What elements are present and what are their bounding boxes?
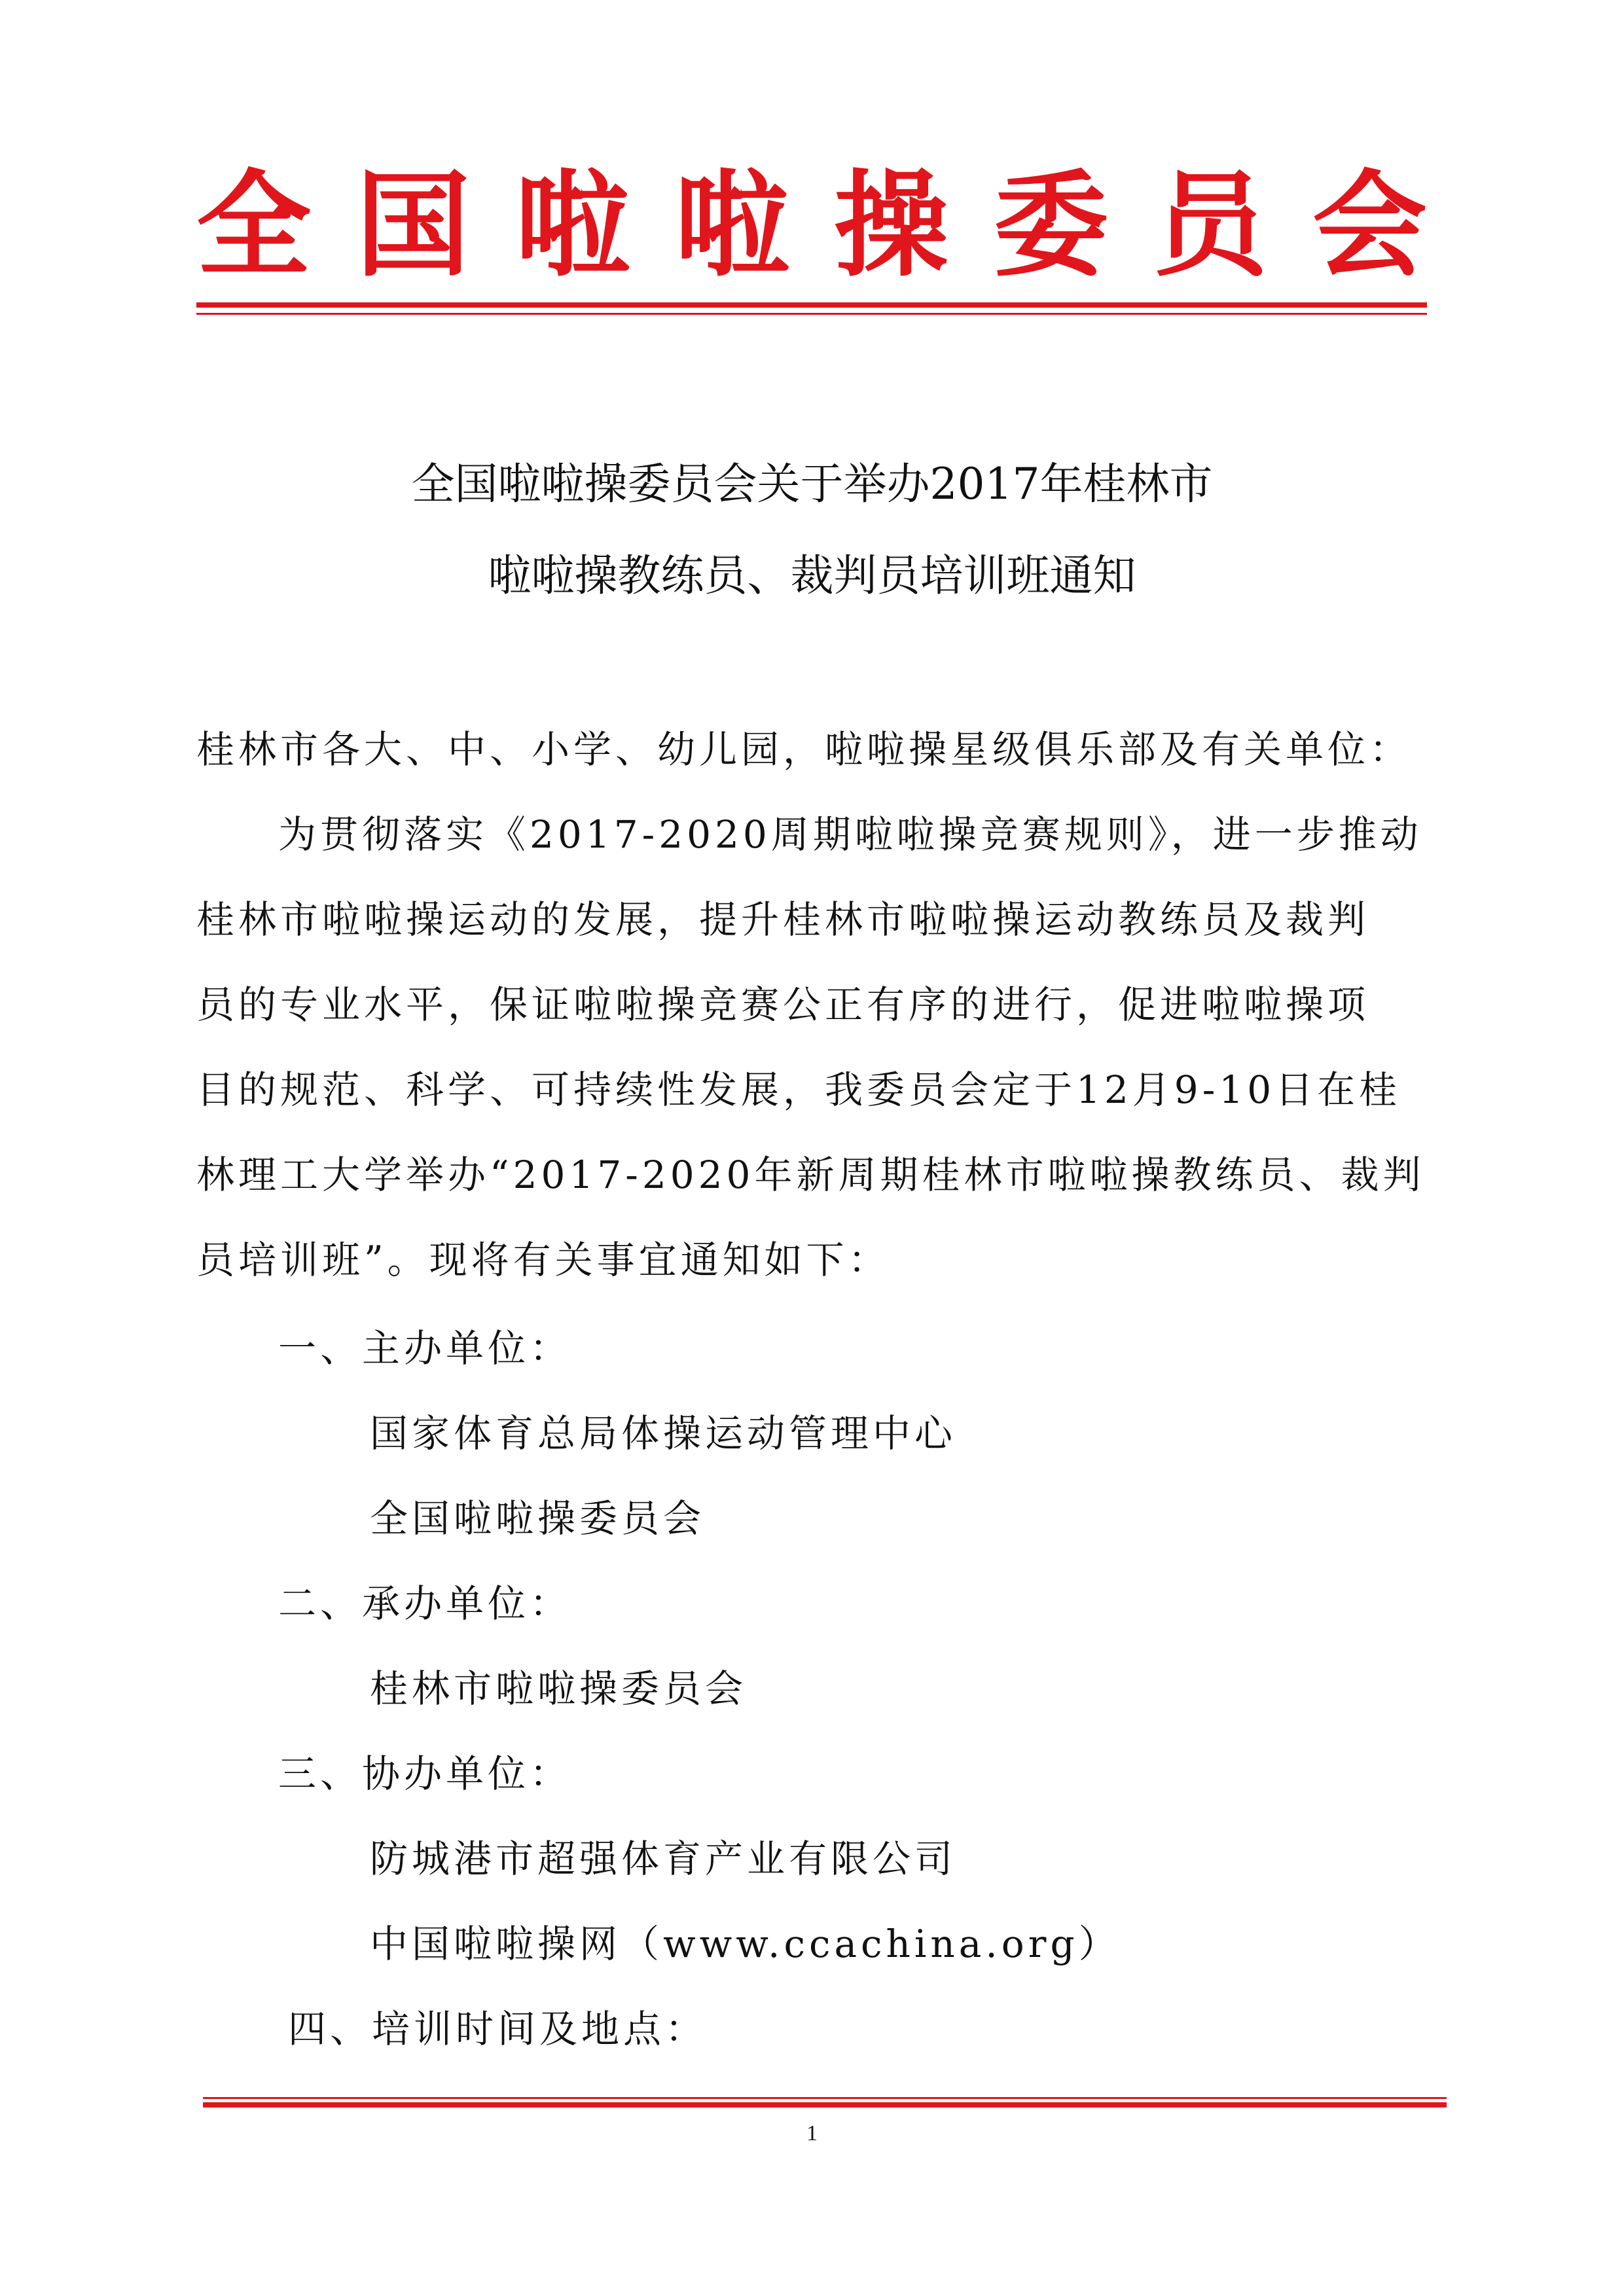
section-heading-host: 二、承办单位： [278, 1581, 572, 1626]
body-line: 目的规范、科学、可持续性发展，我委员会定于12月9-10日在桂 [196, 1067, 1401, 1112]
header-rule-thick [196, 302, 1427, 308]
organizer-item: 全国啦啦操委员会 [370, 1496, 706, 1541]
document-title-line-1: 全国啦啦操委员会关于举办2017年桂林市 [411, 459, 1213, 509]
section-heading-organizer: 一、主办单位： [278, 1326, 572, 1371]
masthead-char: 委 [993, 158, 1108, 293]
masthead-char: 国 [355, 158, 471, 293]
section-heading-time-venue: 四、培训时间及地点： [288, 2007, 708, 2051]
section-heading-co-organizer: 三、协办单位： [278, 1751, 572, 1796]
host-item: 桂林市啦啦操委员会 [370, 1666, 748, 1711]
document-title-line-2: 啦啦操教练员、裁判员培训班通知 [488, 550, 1136, 601]
co-organizer-item: 中国啦啦操网（www.ccachina.org） [370, 1922, 1121, 1966]
body-line: 桂林市啦啦操运动的发展，提升桂林市啦啦操运动教练员及裁判 [196, 897, 1370, 942]
masthead-char: 员 [1153, 158, 1268, 293]
footer-rule-thick [203, 2102, 1447, 2108]
body-line: 员的专业水平，保证啦啦操竞赛公正有序的进行，促进啦啦操项 [196, 982, 1370, 1027]
masthead-char: 啦 [674, 158, 789, 293]
masthead-char: 操 [834, 158, 949, 293]
page-number: 1 [806, 2121, 818, 2145]
masthead-char: 会 [1312, 158, 1427, 293]
masthead-char: 啦 [515, 158, 630, 293]
masthead-org-name [196, 160, 1427, 291]
salutation: 桂林市各大、中、小学、幼儿园，啦啦操星级俱乐部及有关单位： [196, 727, 1412, 772]
footer-rule-thin [203, 2097, 1447, 2099]
body-line: 为贯彻落实《2017-2020周期啦啦操竞赛规则》，进一步推动 [278, 812, 1422, 857]
header-rule-thin [196, 313, 1427, 315]
body-line: 林理工大学举办“2017-2020年新周期桂林市啦啦操教练员、裁判 [196, 1153, 1425, 1197]
organizer-item: 国家体育总局体操运动管理中心 [370, 1411, 957, 1456]
masthead-char: 全 [196, 158, 311, 293]
body-line: 员培训班”。现将有关事宜通知如下： [196, 1238, 890, 1282]
co-organizer-item: 防城港市超强体育产业有限公司 [370, 1837, 957, 1881]
